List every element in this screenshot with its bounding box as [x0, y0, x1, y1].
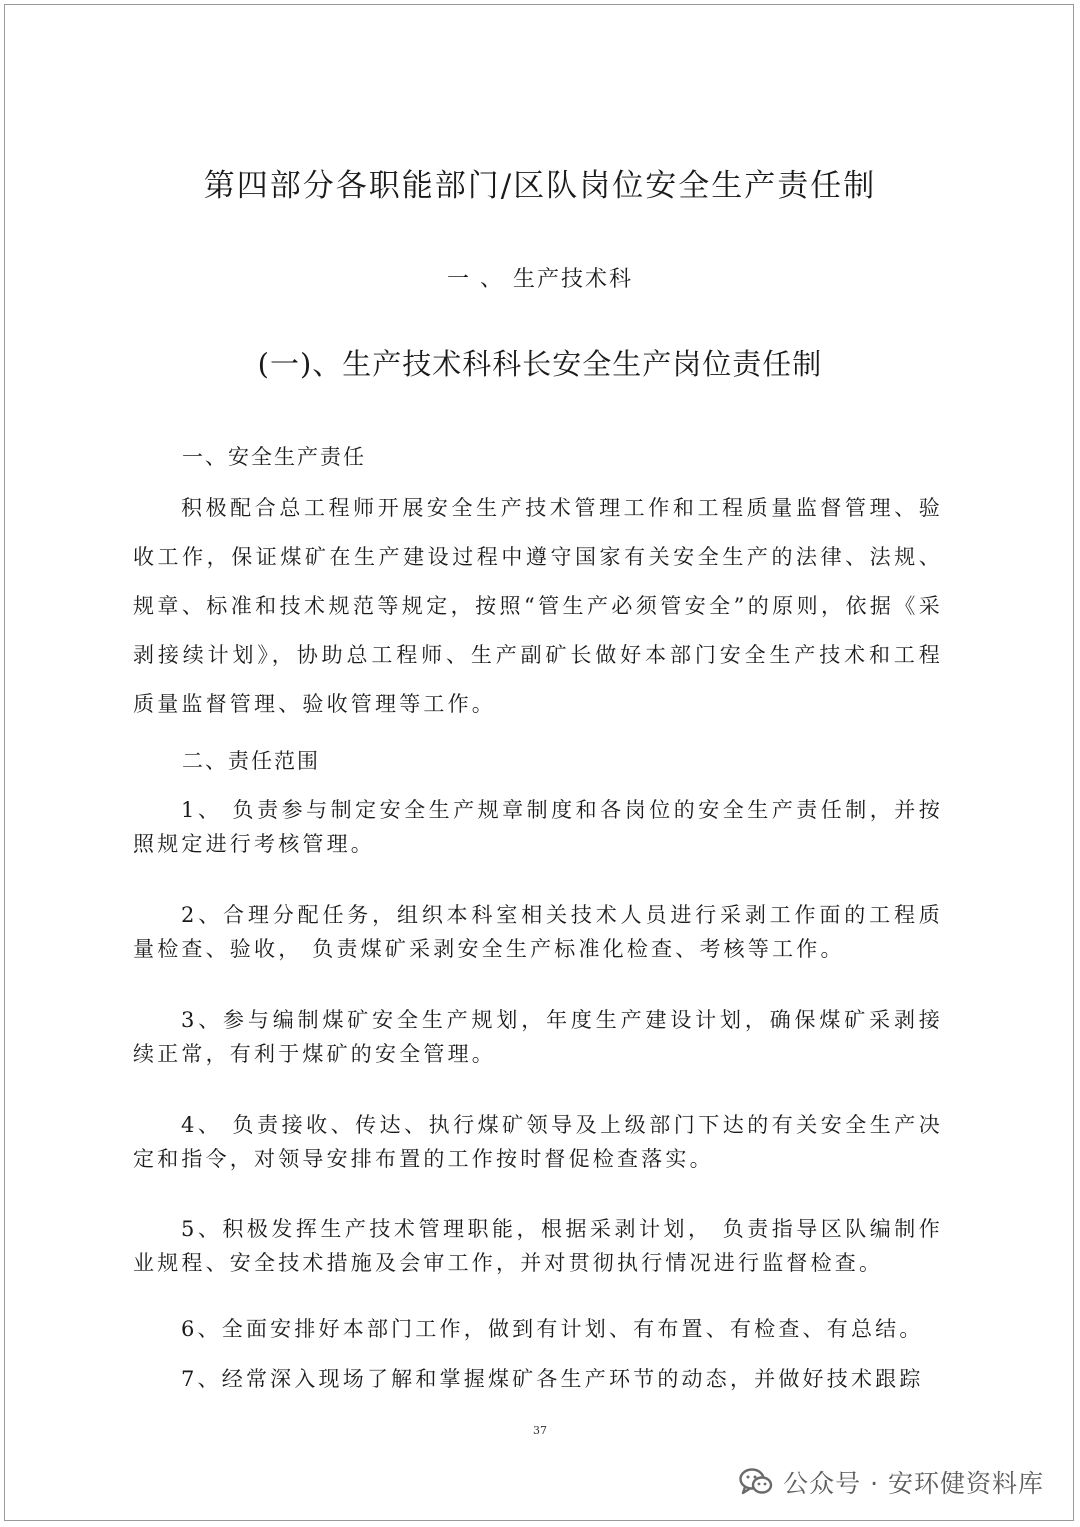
watermark-text: 公众号 · 安环健资料库	[783, 1469, 1044, 1498]
sub-title: (一)、生产技术科科长安全生产岗位责任制	[257, 347, 823, 381]
list-item: 4、 负责接收、传达、执行煤矿领导及上级部门下达的有关安全生产决定和指令，对领导安排布置的工作按时督促检查落实。	[133, 1113, 943, 1171]
document-title: 第四部分各职能部门/区队岗位安全生产责任制	[203, 168, 877, 204]
watermark	[739, 1464, 1044, 1500]
page-number: 37	[533, 1424, 547, 1437]
wechat-icon	[739, 1467, 773, 1497]
list-item: 6、全面安排好本部门工作，做到有计划、有布置、有检查、有总结。	[181, 1317, 924, 1341]
heading-safety-responsibility: 一、安全生产责任	[182, 445, 366, 469]
page-border	[4, 4, 1074, 1521]
heading-responsibility-scope: 二、责任范围	[182, 749, 320, 773]
section-heading: 一 、 生产技术科	[447, 267, 633, 292]
list-item: 5、积极发挥生产技术管理职能，根据采剥计划， 负责指导区队编制作业规程、安全技术措施及会审工作，并对贯彻执行情况进行监督检查。	[133, 1217, 943, 1275]
list-item: 7、经常深入现场了解和掌握煤矿各生产环节的动态，并做好技术跟踪	[181, 1367, 924, 1391]
paragraph-responsibility: 积极配合总工程师开展安全生产技术管理工作和工程质量监督管理、验收工作，保证煤矿在生产建设过程中遵守国家有关安全生产的法律、法规、规章、标准和技术规范等规定，按照“管生产必须管安全”的原则，依据《采剥接续计划》，协助总工程师、生产副矿长做好本部门安全生产技术和工程质量监督管理、验收管理等工作。	[133, 496, 943, 716]
list-item: 1、 负责参与制定安全生产规章制度和各岗位的安全生产责任制，并按照规定进行考核管理。	[133, 798, 943, 856]
list-item: 2、合理分配任务，组织本科室相关技术人员进行采剥工作面的工程质量检查、验收， 负责煤矿采剥安全生产标准化检查、考核等工作。	[133, 903, 943, 961]
list-item: 3、参与编制煤矿安全生产规划，年度生产建设计划，确保煤矿采剥接续正常，有利于煤矿的安全管理。	[133, 1008, 943, 1066]
